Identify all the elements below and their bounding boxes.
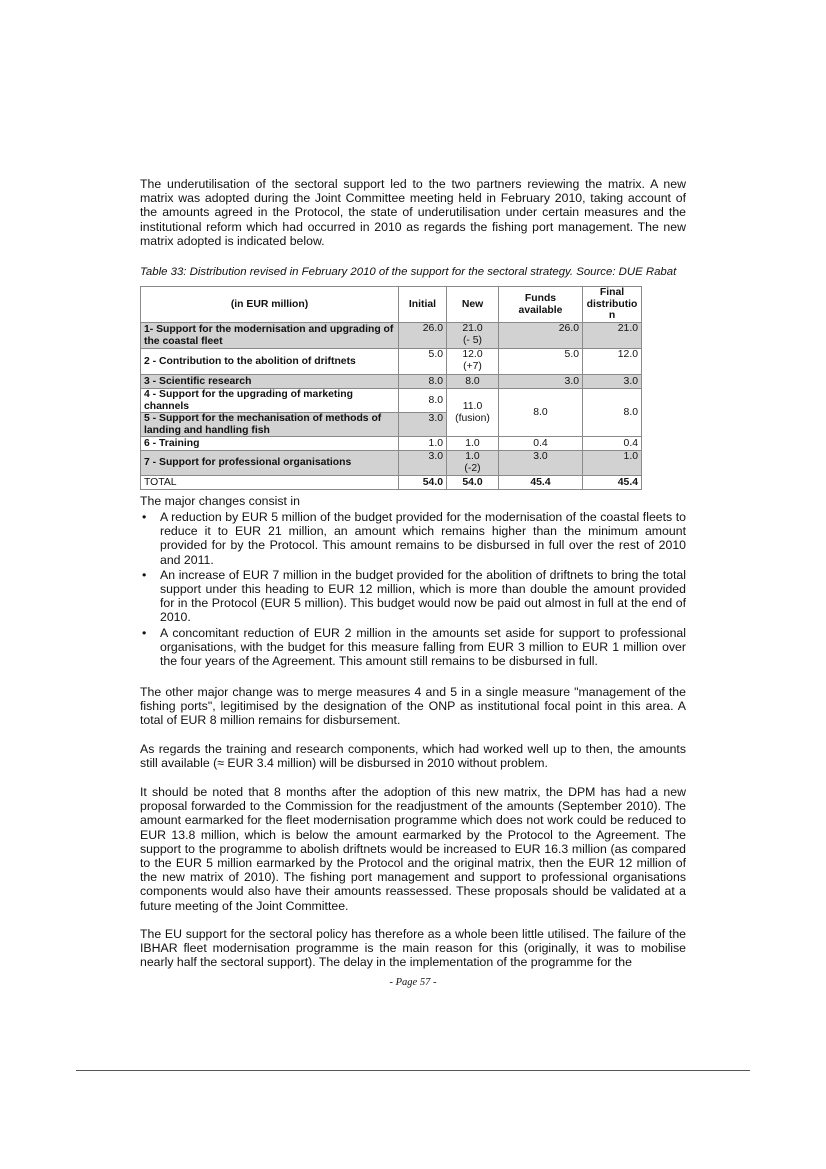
cell-new-note: (- 5) (462, 334, 483, 346)
cell-new-merged (447, 389, 499, 437)
changes-intro: The major changes consist in (140, 494, 300, 508)
total-label: TOTAL (141, 476, 399, 490)
header-final: Final distributio n (583, 287, 642, 323)
table-header-row (141, 287, 642, 323)
bullet-icon: • (142, 510, 147, 524)
cell-funds: 3.0 (499, 375, 583, 389)
cell-initial: 8.0 (399, 375, 447, 389)
list-item (140, 626, 686, 669)
row-label: 6 - Training (141, 437, 399, 451)
row-label: 3 - Scientific research (141, 375, 399, 389)
eu-support-paragraph: The EU support for the sectoral policy has therefore as a whole been little utilised. The failure of the IBHAR fleet modernisation programme is the main reason for this (originally, it was to mobilise nearly half the sectoral support). The delay in the implementation of the programme for the (140, 927, 686, 970)
cell-new-value: 21.0 (462, 323, 483, 334)
header-label: (in EUR million) (141, 287, 399, 323)
cell-funds: 0.4 (499, 437, 583, 451)
table-row (141, 389, 642, 413)
cell-final: 0.4 (583, 437, 642, 451)
cell-initial: 26.0 (399, 323, 447, 349)
cell-initial: 8.0 (399, 389, 447, 413)
cell-new: 8.0 (447, 375, 499, 389)
row-label: 2 - Contribution to the abolition of driftnets (141, 349, 399, 375)
footer-divider (76, 1070, 750, 1071)
cell-funds: 3.0 (499, 451, 583, 476)
cell-initial: 3.0 (399, 451, 447, 476)
cell-new-value: 1.0 (465, 451, 480, 462)
table-row (141, 349, 642, 375)
total-funds: 45.4 (499, 476, 583, 490)
readjust-paragraph: It should be noted that 8 months after the adoption of this new matrix, the DPM has had a new proposal forwarded to the Commission for the readjustment of the amounts (September 2010). The amount earmarked for the fleet modernisation programme which does not work could be reduced to EUR 13.8 million, which is below the amount earmarked by the Protocol to the Agreement. The support to the programme to abolish driftnets would be increased to EUR 16.3 million (as compared to the EUR 5 million earmarked by the Protocol and the original matrix, then the EUR 12 million of the new matrix of 2010). The fishing port management and support to professional organisations components would also have their amounts reassessed. These proposals should be validated at a future meeting of the Joint Committee. (140, 785, 686, 913)
cell-funds: 5.0 (499, 349, 583, 375)
cell-new (447, 451, 499, 476)
cell-funds: 26.0 (499, 323, 583, 349)
bullet-icon: • (142, 567, 147, 582)
list-item-text: A reduction by EUR 5 million of the budget provided for the modernisation of the coastal fleets to reduce it to EUR 21 million, an amount which remains higher than the minimum amount provided for by the Protocol. This amount remains to be disbursed in full over the rest of 2010 and 2011. (160, 510, 686, 567)
table-row (141, 451, 642, 476)
cell-final: 21.0 (583, 323, 642, 349)
training-paragraph: As regards the training and research components, which had worked well up to then, the amounts still available (≈ EUR 3.4 million) will be disbursed in 2010 without problem. (140, 742, 686, 771)
row-label: 7 - Support for professional organisations (141, 451, 399, 476)
cell-new (447, 349, 499, 375)
cell-final: 12.0 (583, 349, 642, 375)
header-initial: Initial (399, 287, 447, 323)
cell-new-note: (-2) (464, 462, 481, 474)
table-caption: Table 33: Distribution revised in February 2010 of the support for the sectoral strategy. Source: DUE Rabat (140, 266, 677, 278)
table-row (141, 323, 642, 349)
cell-new: 1.0 (447, 437, 499, 451)
table-row (141, 437, 642, 451)
total-new: 54.0 (447, 476, 499, 490)
cell-initial: 1.0 (399, 437, 447, 451)
cell-new-merged-value: 11.0 (462, 401, 483, 412)
total-initial: 54.0 (399, 476, 447, 490)
cell-new-note: (+7) (463, 360, 482, 372)
changes-list (140, 510, 686, 669)
table-row (141, 375, 642, 389)
cell-final: 1.0 (583, 451, 642, 476)
total-final: 45.4 (583, 476, 642, 490)
merge-paragraph: The other major change was to merge measures 4 and 5 in a single measure "management of the fishing ports", legitimised by the designation of the ONP as institutional focal point in this area. A total of EUR 8 million remains for disbursement. (140, 685, 686, 728)
cell-funds-merged: 8.0 (499, 389, 583, 437)
list-item-text: An increase of EUR 7 million in the budget provided for the abolition of driftnets to bring the total support under this heading to EUR 12 million, which is more than double the amount provided for in the Protocol (EUR 5 million). This budget would now be paid out almost in full at the end of 2010. (160, 567, 686, 625)
cell-initial: 3.0 (399, 413, 447, 437)
bullet-icon: • (142, 625, 147, 640)
cell-final-merged: 8.0 (583, 389, 642, 437)
header-new: New (447, 287, 499, 323)
cell-new (447, 323, 499, 349)
intro-paragraph: The underutilisation of the sectoral support led to the two partners reviewing the matrix. A new matrix was adopted during the Joint Committee meeting held in February 2010, taking account of the amounts agreed in the Protocol, the state of underutilisation under certain measures and the institutional reform which had occurred in 2010 as regards the fishing port management. The new matrix adopted is indicated below. (140, 177, 686, 248)
distribution-table (140, 286, 642, 490)
cell-new-value: 12.0 (462, 349, 483, 360)
cell-final: 3.0 (583, 375, 642, 389)
row-label: 1- Support for the modernisation and upgrading of the coastal fleet (141, 323, 399, 349)
header-funds: Funds available (499, 287, 583, 323)
list-item-text: A concomitant reduction of EUR 2 million in the amounts set aside for support to professional organisations, with the budget for this measure falling from EUR 3 million to EUR 1 million over the four years of the Agreement. This amount still remains to be disbursed in full. (160, 625, 686, 669)
list-item (140, 510, 686, 567)
row-label: 5 - Support for the mechanisation of methods of landing and handling fish (141, 413, 399, 437)
table-total-row (141, 476, 642, 490)
cell-initial: 5.0 (399, 349, 447, 375)
cell-new-merged-note: (fusion) (455, 412, 490, 424)
list-item (140, 568, 686, 625)
page-number: - Page 57 - (389, 977, 437, 988)
row-label: 4 - Support for the upgrading of marketing channels (141, 389, 399, 413)
